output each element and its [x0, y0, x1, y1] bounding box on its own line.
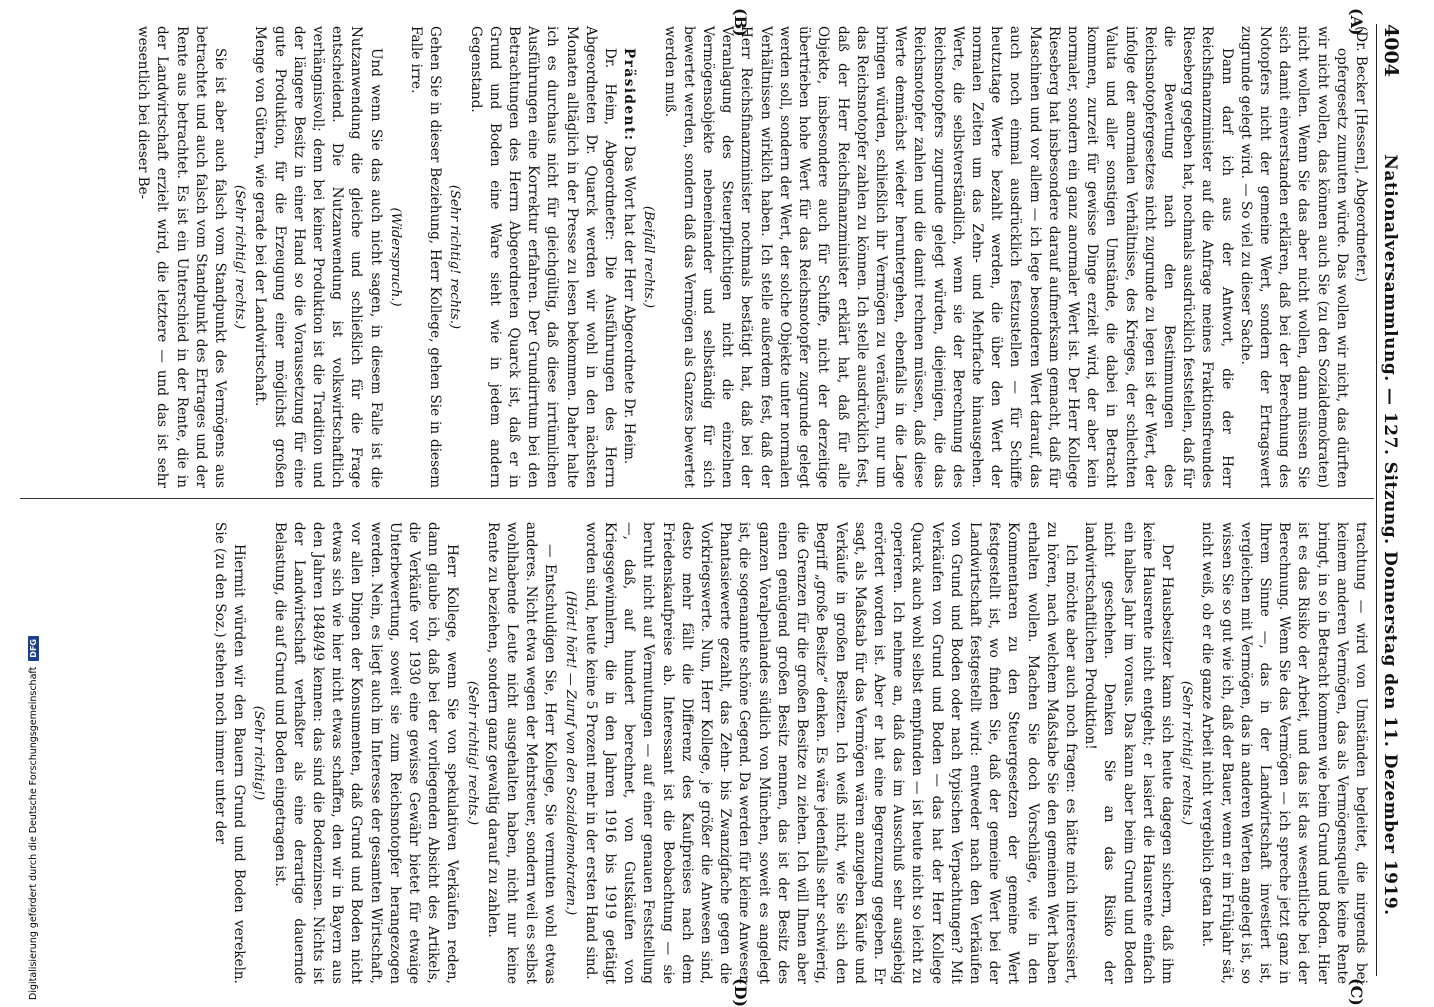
digitization-footer [0, 0, 39, 1000]
interjection: (Sehr richtig! rechts.) [464, 680, 480, 826]
paragraph: Gehen Sie in dieser Beziehung, Herr Kollege, gehen Sie in diesem Falle irre. [408, 26, 444, 488]
right-column [210, 522, 1370, 984]
interjection: (Beifall rechts.) [641, 205, 657, 309]
paragraph: Ich möchte aber auch noch fragen: es hätte mich interessiert, zu hören, nach welchem Maßstabe Sie den gemeinen Wert haben erhalten wollen. Machen Sie doch Vorschläge, wie in den Kommentaren zu den Steuergesetzen der gemeine Wert festgestellt ist, wo finden Sie, daß der gemeine Wert bei der Landwirtschaft festgestellt wird: entweder nach den Verkäufen von Grund und Boden oder nach typischen Verpachtungen? Mit Verkäufen von Grund und Boden — das hat der Herr Kollege Quarck auch wohl selbst empfunden — ist heute nicht so leicht zu operieren. Ich nehme an, daß das im Ausschuß sehr ausgiebig erörtert worden ist. Aber er hat eine Begrenzung gegeben. Er sagt, als Maßstab für das Vermögen wären anzugeben Käufe und Verkäufe in großen Besitzen. Ich weiß nicht, wie Sie sich den Begriff „große Besitze“ denken. Es wäre jedenfalls sehr schwierig, die Grenzen für die großen Besitze zu ziehen. Ich will Ihnen aber einen genügend großen Besitz nennen, das ist der Besitz des ganzen Voralpenlandes südlich von München, soweit es angelegt ist, die sogenannte schöne Gegend. Da werden für kleine Anwesen Phantasiewerte gezahlt, das Zehn- bis Zwanzigfache gegen die Vorkriegswerte. Nun, Herr Kollege, je größer die Anwesen sind, desto mehr fällt die Differenz des Kaufpreises nach dem Friedenskaufpreise ab. Interessant ist die Beobachtung — sie beruht nicht auf Vermutungen — auf einer genauen Feststellung —, daß, auf hundert berechnet, von Gutskäufen von Kriegsgewinnlern, die in den Jahren 1916 bis 1919 getätigt worden sind, heute keine 5 Prozent mehr in der ersten Hand sind. [582, 522, 1079, 984]
margin-mark-a: (A) [1347, 8, 1366, 36]
page-header [1376, 24, 1406, 976]
dfg-logo-icon: DFG [28, 636, 39, 661]
paragraph: — Entschuldigen Sie, Herr Kollege, Sie vermuten wohl etwas anderes. Nicht etwa wegen der Mehrsteuer, sondern weil es selbst wohlhabende Leute nicht ausgehalten haben, nicht nur keine Rente zu beziehen, sondern ganz gewaltig darauf zu zahlen. [484, 522, 559, 984]
speaker-label: Präsident: [621, 48, 638, 142]
paragraph: Herr Kollege, wenn Sie von spekulativen Verkäufen reden, dann glaube ich, daß bei der vorliegenden Absicht des Artikels, die Verkäufe vor 1930 eine gewisse Gewähr bietet für etwaige Unterbewertung, soweit sie zum Reichsnotopfer herangezogen werden. Nein, es liegt auch im Interesse der gesamten Wirtschaft, vor allen Dingen der Konsumenten, daß Grund und Boden nicht etwas sich wie hier nicht etwas schaffen, den wir in Bayern aus den Jahren 1848/49 kennen: das sind die Bodenzinsen. Nichts ist der Landwirtschaft verhaßter als eine derartige dauernde Belastung, die auf Grund und Boden eingetragen ist. [271, 522, 461, 984]
paragraph: Und wenn Sie das auch nicht sagen, in diesem Falle ist die Nutzanwendung die gleiche und schließlich für die Frage entscheidend. Die Nutzanwendung ist volkswirtschaftlich verhängnisvoll; denn bei keiner Produktion ist die Tradition und der längere Besitz in einer Hand so die Voraussetzung für eine gute Produktion, für die Erzeugung einer möglichst großen Menge von Gütern, wie gerade bei der Landwirtschaft. [252, 26, 384, 488]
paragraph: Sie ist aber auch falsch vom Standpunkt des Vermögens aus betrachtet und auch falsch vom Standpunkt des Ertrages und der Rente aus betrachtet. Es ist ein Unterschied in der Rente, die in der Landwirtschaft erzielt wird, die letztere — und das ist sehr wesentlich bei dieser Be- [135, 26, 229, 488]
interjection: (Hört! hört! — Zuruf von den Sozialdemokraten.) [562, 590, 578, 916]
paragraph: trachtung — wird von Umständen begleitet, die nirgends bei keinem anderen Vermögen, das als Vermögensquelle keine Rente bringt, in so in Betracht kommen wie beim Grund und Boden. Hier ist es das Risiko der Arbeit, und das ist das wesentliche bei der Berechnung. Wenn Sie das Vermögen — ich spreche jetzt ganz in Ihrem Sinne —, das in der Landwirtschaft investiert ist, vergleichen mit Vermögen, das in anderen Werten angelegt ist, so wissen Sie so gut wie ich, daß der Bauer, wenn er im Frühjahr sät, nicht weiß, ob er die ganze Arbeit nicht vergeblich getan hat. [1199, 522, 1369, 984]
interjection: (Sehr richtig! rechts.) [1179, 680, 1195, 826]
interjection: (Widerspruch.) [387, 207, 403, 307]
header-title: Nationalversammlung. — 127. Sitzung. Donnerstag den 11. Dezember 1919. [1380, 154, 1400, 916]
margin-mark-d: (D) [731, 978, 750, 1007]
paragraph: Hiermit würden wir den Bauern Grund und Boden verekeln. Sie (zu den Soz.) stehen noch immer unter der [212, 522, 248, 984]
left-column [133, 26, 1370, 488]
paragraph: opfergesetz zumuten würde. Das wollen wir nicht, das dürften wir nicht wollen, das können auch Sie (zu den Sozialdemokraten) nicht wollen. Wenn Sie das aber nicht wollen, dann müssen Sie sich damit einverstanden erklären, daß bei der Berechnung des Notopfers nicht der gemeine Wert, sondern der Ertragswert zugrunde gelegt wird. — So viel zu dieser Sache. [1237, 26, 1350, 488]
footer-credit: Digitalisierung gefördert durch die Deutsche Forschungsgemeinschaft [27, 666, 39, 1000]
speaker-text: Das Wort hat der Herr Abgeordnete Dr. Heim. [621, 145, 638, 465]
paragraph: Dann darf ich aus der Antwort, die der Herr Reichsfinanzminister auf die Anfrage meines Fraktionsfreundes Rieseberg gegeben hat, nochmals ausdrücklich feststellen, daß für die Bewertung nach den Bestimmungen des Reichsnotopfergesetzes nicht zugrunde zu legen ist der Wert, der infolge der anormalen Verhältnisse, des Krieges, der schlechten Valuta und aller sonstigen Umstände, die dabei in Betracht kommen, zurzeit für gewisse Dinge erzielt wird, der aber kein normaler, sondern ein ganz anormaler Wert ist. Der Herr Kollege Rieseberg hat insbesondere darauf aufmerksam gemacht, daß für Maschinen und vor allem — ich lege besonderen Wert darauf, das auch noch einmal ausdrücklich festzustellen — für Schiffe heutzutage Werte bezahlt werden, die über den Wert der normalen Zeiten um das Zehn- und Mehrfache hinausgehen. Werte, die selbstverständlich, wenn sie der Berechnung des Reichsnotopfers zugrunde gelegt würden, diejenigen, die das Reichsnotopfer zahlen und die damit rechnen müssen, daß diese Werte demnächst wieder heruntergehen, ebenfalls in die Lage bringen würden, schließlich ihr Vermögen zu veräußern, nur um das Reichsnotopfer zahlen zu können. Ich stelle ausdrücklich fest, daß der Herr Reichsfinanzminister erklärt hat, daß für alle Objekte, insbesondere auch für Schiffe, nicht der derzeitige übertrieben hohe Wert für das Reichsnotopfer zugrunde gelegt werden soll, sondern der Wert, der solche Objekte unter normalen Verhältnissen wirklich haben. Ich stelle außerdem fest, daß der Herr Reichsfinanzminister nochmals bestätigt hat, daß bei der Veranlagung des Steuerpflichtigen nicht die einzelnen Vermögensobjekte nebeneinander und selbständig für sich bewertet werden, sondern daß das Vermögen als Ganzes bewertet werden muß. [661, 26, 1235, 488]
page-number: 4004 [1380, 24, 1402, 77]
paragraph: (Dr. Becker [Hessen], Abgeordneter.) [1353, 26, 1369, 283]
interjection: (Sehr richtig! rechts.) [447, 184, 463, 330]
margin-mark-b: (B) [731, 8, 750, 37]
speaker-paragraph [619, 26, 638, 488]
interjection: (Sehr richtig!) [251, 705, 267, 801]
margin-mark-c: (C) [1347, 978, 1366, 1006]
paragraph: Der Hausbesitzer kann sich heute dagegen sichern, daß ihm keine Hausrente nicht entgeht; er lasiert die Hausrente einfach ein halbes Jahr im voraus. Das kann aber beim Grund und Boden nicht geschehen. Denken Sie an das Risiko der landwirtschaftlichen Produktion! [1082, 522, 1175, 984]
paragraph: Dr. Heim, Abgeordneter: Die Ausführungen des Herrn Abgeordneten Dr. Quarck werden wir wohl in den nächsten Monaten alltäglich in der Presse zu lesen bekommen. Daher halte ich es durchaus nicht für gleichgültig, daß diese irrtümlichen Ausführungen eine Korrektur erfahren. Der Grundirrtum bei den Betrachtungen des Herrn Abgeordneten Quarck ist, daß er in Grund und Boden eine Ware sieht wie in jedem andern Gegenstand. [467, 26, 619, 488]
column-divider [20, 498, 1374, 499]
interjection: (Sehr richtig! rechts.) [232, 184, 248, 330]
